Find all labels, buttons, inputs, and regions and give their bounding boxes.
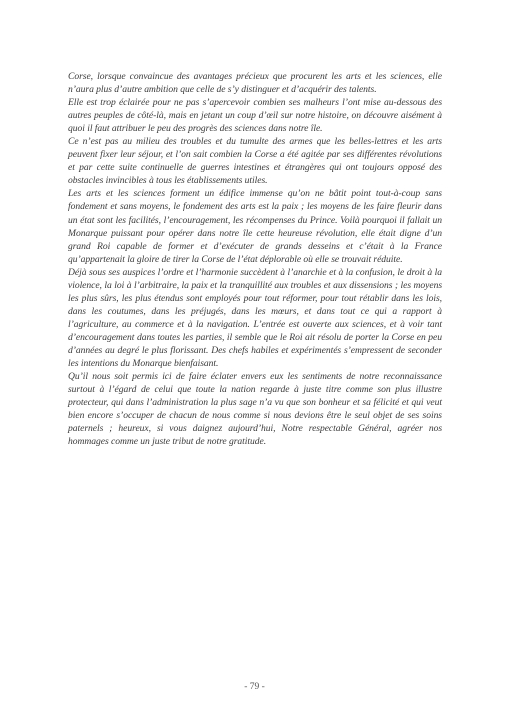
- paragraph-5: Déjà sous ses auspices l’ordre et l’harmonie succèdent à l’anarchie et à la confusion, le droit à la violence, la loi à l’arbitraire, la paix et la tranquillité aux troubles et aux dissensions ; les moyens les plus sûrs, les plus étendus sont employés pour tout réformer, pour tout rétablir dans les lois, dans les coutumes, dans les préjugés, dans les mœurs, et dans tout ce qui a rapport à l’agriculture, au commerce et à la navigation. L’entrée est ouverte aux sciences, et à voir tant d’encouragement dans toutes les parties, il semble que le Roi ait résolu de porter la Corse en peu d’années au degré le plus florissant. Des chefs habiles et expérimentés s’empressent de seconder les intentions du Monarque bienfaisant.: [68, 266, 442, 370]
- paragraph-1: Corse, lorsque convaincue des avantages précieux que procurent les arts et les sciences, elle n’aura plus d’autre ambition que celle de s’y distinguer et d’acquérir des talents.: [68, 71, 442, 96]
- page-number: - 79 -: [244, 682, 265, 692]
- paragraph-6: Qu’il nous soit permis ici de faire éclater envers eux les sentiments de notre reconnaissance surtout à l’égard de celui que toute la nation regarde à juste titre comme son plus illustre protecteur, qui dans l’administration la plus sage n’a vu que son bonheur et sa félicité et qui veut bien encore s’occuper de chacun de nous comme si nous devions être le seul objet de ses soins paternels ; heureux, si vous daignez aujourd’hui, Notre respectable Général, agréer nos hommages comme un juste tribut de notre gratitude.: [68, 371, 442, 448]
- paragraph-3: Ce n’est pas au milieu des troubles et du tumulte des armes que les belles-lettres et les arts peuvent fixer leur séjour, et l’on sait combien la Corse a été agitée par ses différentes révolutions et par cette suite continuelle de guerres intestines et étrangères qui ont toujours opposé des obstacles invincibles à tous les établissements utiles.: [68, 136, 442, 187]
- paragraph-2: Elle est trop éclairée pour ne pas s’apercevoir combien ses malheurs l’ont mise au-dessous des autres peuples de côté-là, mais en jetant un coup d’œil sur notre histoire, on découvre aisément à quoi il faut attribuer le peu des progrès des sciences dans notre île.: [68, 97, 442, 135]
- body-text: [68, 70, 442, 448]
- paragraph-4: Les arts et les sciences forment un édifice immense qu’on ne bâtit point tout-à-coup sans fondement et sans moyens, le fondement des arts est la paix ; les moyens de les faire fleurir dans un état sont les facilités, l’encouragement, les récompenses du Prince. Voilà pourquoi il fallait un Monarque puissant pour opérer dans notre île cette heureuse révolution, elle était digne d’un grand Roi capable de former et d’exécuter de grands desseins et c’était à la France qu’appartenait la gloire de tirer la Corse de l’état déplorable où elle se trouvait réduite.: [68, 188, 442, 265]
